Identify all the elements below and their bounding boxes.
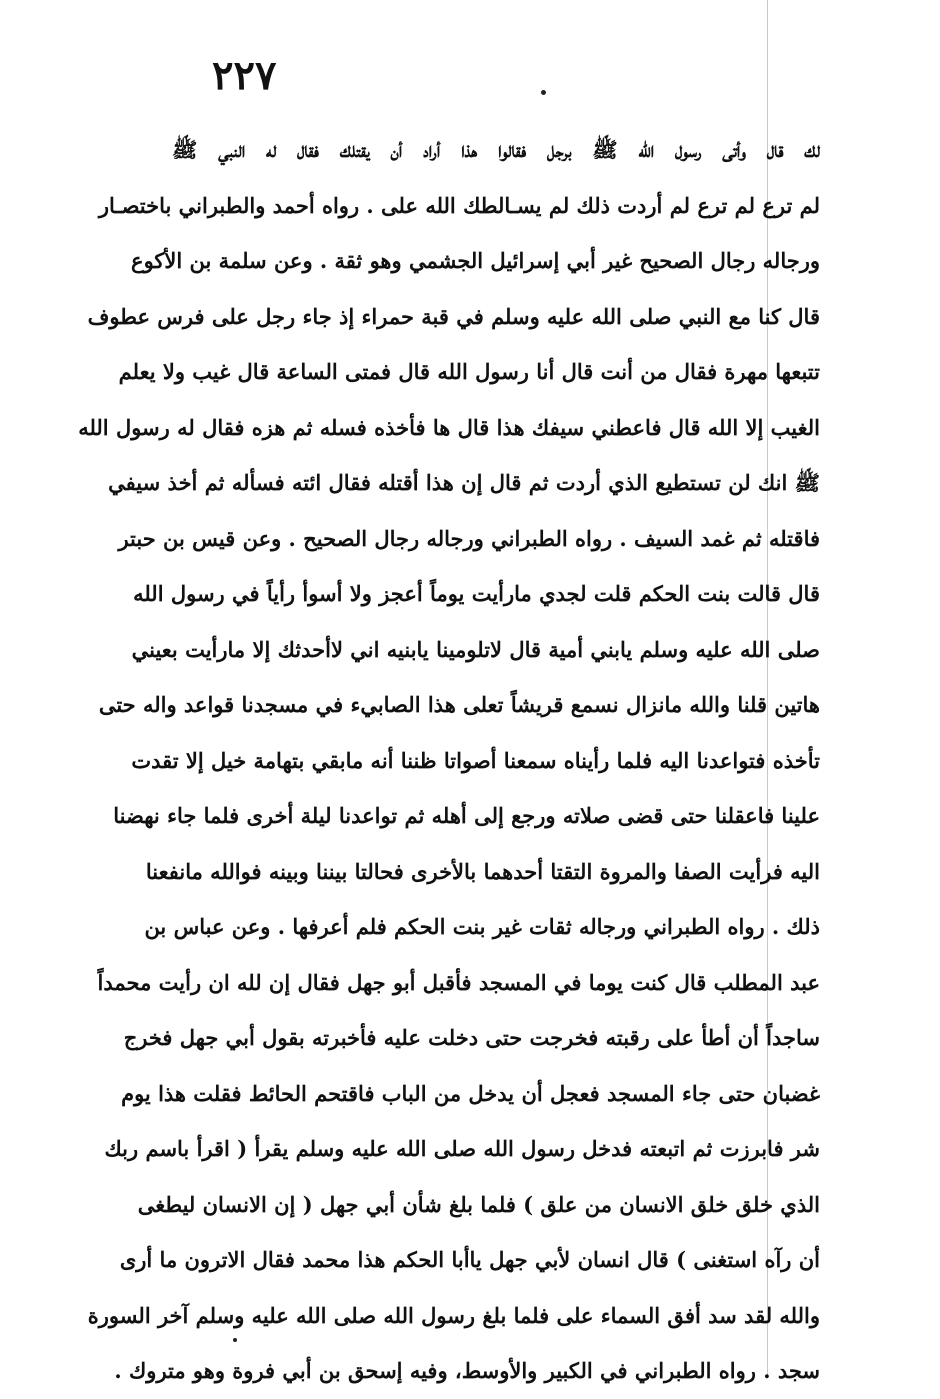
text-line: عبد المطلب قال كنت يوما في المسجد فأقبل أبو جهل فقال إن لله ان رأيت محمداً: [97, 969, 820, 995]
text-line: تتبعها مهرة فقال من أنت قال أنا رسول الله قال فمتى الساعة قال غيب ولا يعلم: [118, 359, 820, 384]
text-line: الذي خلق خلق الانسان من علق ) فلما بلغ شأن أبي جهل ( إن الانسان ليطغى: [137, 1191, 820, 1217]
text-line: اليه فرأيت الصفا والمروة التقتا أحدهما بالأخرى فحالتا بيننا وبينه فوالله مانفعنا: [145, 858, 820, 884]
page-number: ٢٢٧: [212, 52, 277, 99]
ink-dot: [541, 90, 546, 95]
text-line: هاتين قلنا والله مانزال نسمع قريشاً تعلى هذا الصابيء في مسجدنا قواعد واله حتى: [98, 692, 820, 717]
text-line: الغيب إلا الله قال فاعطني سيفك هذا قال ها فأخذه فسله ثم هزه فقال له رسول الله: [78, 414, 820, 440]
arabic-text-body: [78, 122, 820, 1399]
text-line: ساجداً أن أطأ على رقبته فخرجت حتى دخلت عليه فأخبرته بقول أبي جهل فخرج: [123, 1025, 820, 1050]
text-line: علينا فاعقلنا حتى قضى صلاته ورجع إلى أهله ثم تواعدنا ليلة أخرى فلما جاء نهضنا: [113, 803, 820, 828]
text-line: سجد . رواه الطبراني في الكبير والأوسط، وفيه إسحق بن أبي فروة وهو متروك .: [114, 1358, 820, 1383]
text-line: قال كنا مع النبي صلى الله عليه وسلم في قبة حمراء إذ جاء رجل على فرس عطوف: [87, 303, 820, 329]
text-line: ذلك . رواه الطبراني ورجاله ثقات غير بنت الحكم فلم أعرفها . وعن عباس بن: [144, 914, 820, 939]
text-line: ورجاله رجال الصحيح غير أبي إسرائيل الجشمي وهو ثقة . وعن سلمة بن الأكوع: [131, 248, 820, 273]
ink-dot: [233, 1338, 237, 1342]
text-line: صلى الله عليه وسلم يابني أمية قال لاتلومينا يابنيه اني لاأحدثك إلا مارأيت بعيني: [131, 636, 820, 662]
text-line: تأخذه فتواعدنا اليه فلما رأيناه سمعنا أصواتا ظننا أنه مابقي بتهامة خيل إلا تقدت: [131, 747, 820, 773]
text-line: أن رآه استغنى ) قال انسان لأبي جهل ياأبا الحكم هذا محمد فقال الاترون ما أرى: [119, 1247, 820, 1272]
text-line: فاقتله ثم غمد السيف . رواه الطبراني ورجاله رجال الصحيح . وعن قيس بن حبتر: [118, 525, 820, 551]
text-line: ﷺ انك لن تستطيع الذي أردت ثم قال إن هذا أقتله فقال ائته فسأله ثم أخذ سيفي: [108, 470, 820, 495]
text-line: لك قال وأتى رسول الله ﷺ برجل فقالوا هذا أراد أن يقتلك فقال له النبي ﷺ: [172, 137, 820, 162]
text-line: لم ترع لم ترع لم أردت ذلك لم يسـالطك الله على . رواه أحمد والطبراني باختصـار: [98, 192, 820, 218]
text-line: والله لقد سد أفق السماء على فلما بلغ رسول الله صلى الله عليه وسلم آخر السورة: [87, 1302, 820, 1328]
text-line: قال قالت بنت الحكم قلت لجدي مارأيت يوماً أعجز ولا أسوأ رأياً في رسول الله: [133, 581, 820, 606]
text-line: غضبان حتى جاء المسجد فعجل أن يدخل من الباب فاقتحم الحائط فقلت هذا يوم: [121, 1080, 820, 1106]
text-line: شر فابرزت ثم اتبعته فدخل رسول الله صلى الله عليه وسلم يقرأ ( اقرأ باسم ربك: [104, 1136, 820, 1161]
